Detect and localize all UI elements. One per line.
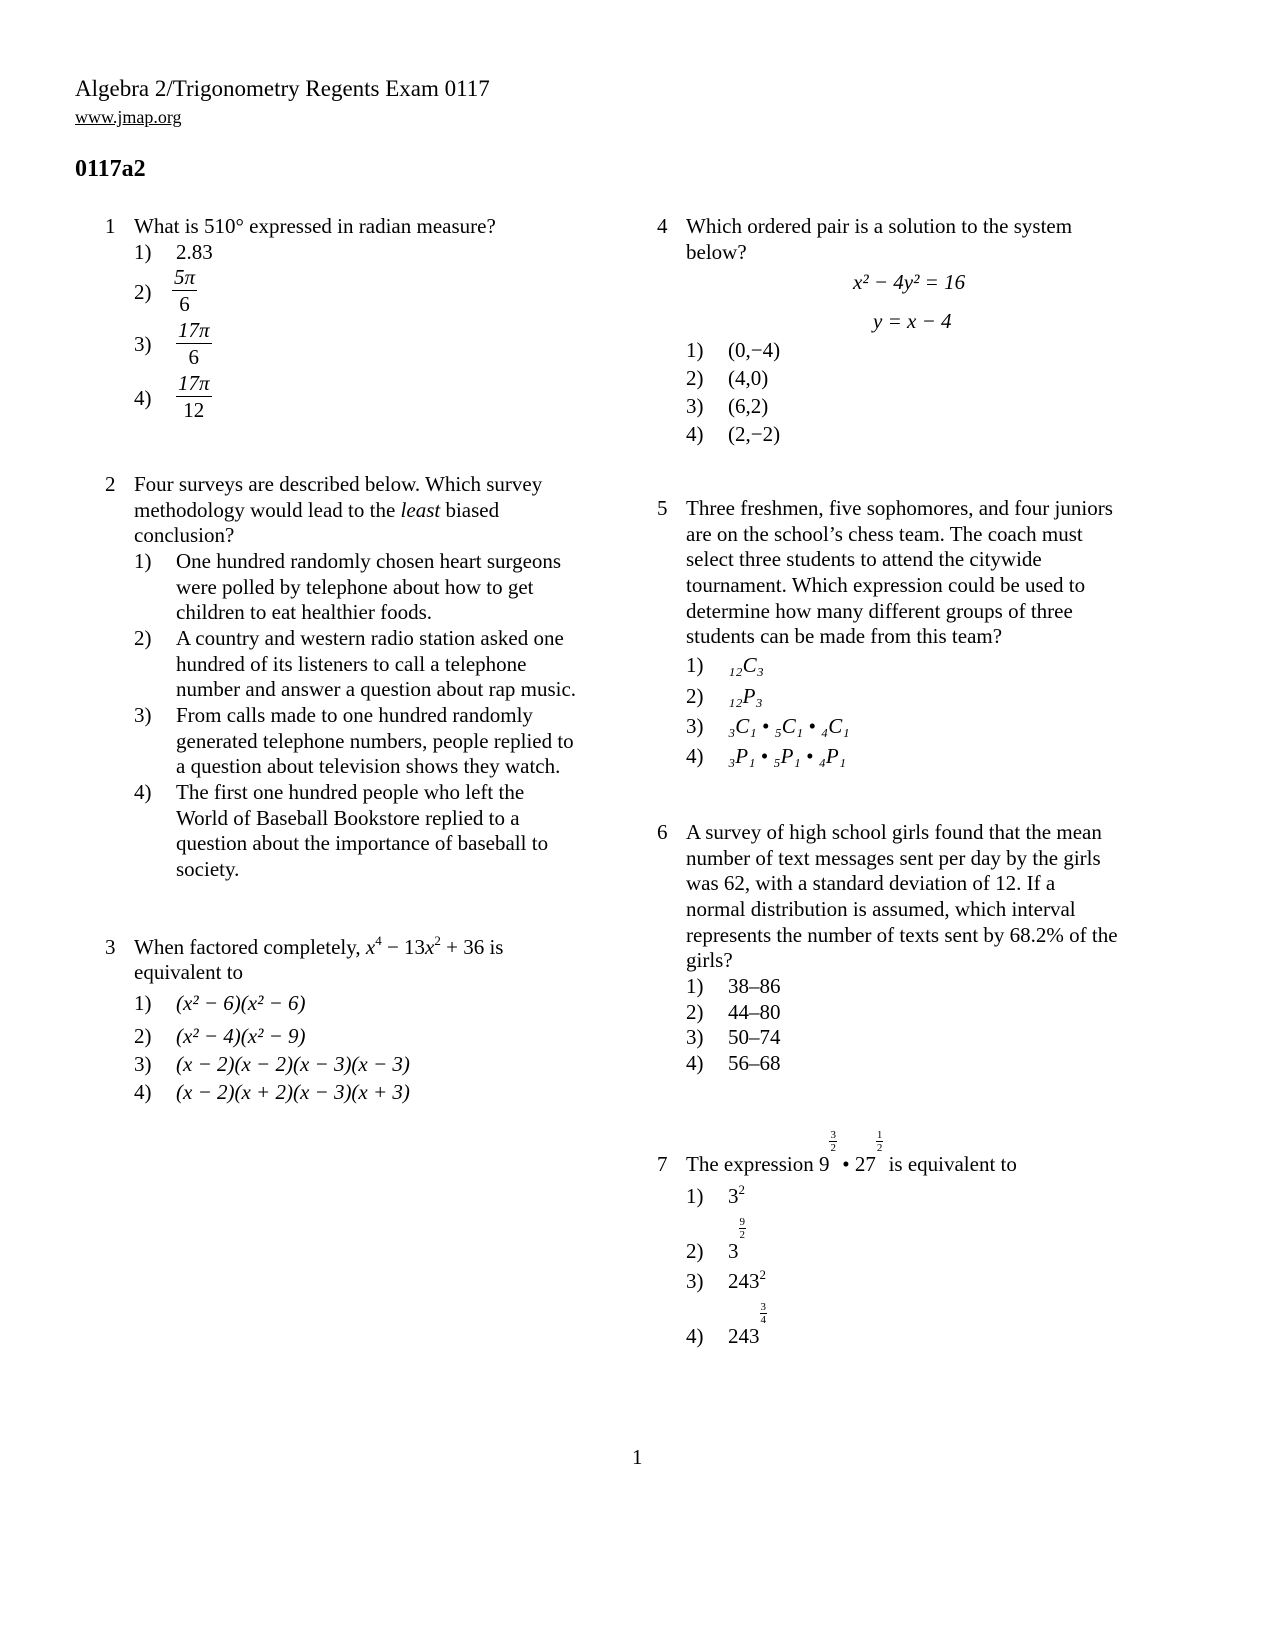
option-4: (x − 2)(x + 2)(x − 3)(x + 3) <box>176 1080 410 1104</box>
question-text-line: tournament. Which expression could be used to <box>686 573 1086 597</box>
option-1: $3^2$ <box>728 1182 745 1208</box>
question-number: 4 <box>657 214 668 238</box>
option-4-fraction <box>176 370 212 423</box>
question-number: 5 <box>657 496 668 520</box>
option-3: (x − 2)(x − 2)(x − 3)(x − 3) <box>176 1052 410 1076</box>
question-text-line <box>686 1129 1017 1177</box>
option-label: 1) <box>686 653 704 677</box>
question-text-line: was 62, with a standard deviation of 12. If a <box>686 871 1056 895</box>
option-label: 4) <box>686 1051 704 1075</box>
option-label: 4) <box>686 744 704 768</box>
text-part: is equivalent to <box>883 1152 1017 1176</box>
option-2-line: number and answer a question about rap music. <box>176 677 577 701</box>
exam-code: 0117a2 <box>75 156 146 182</box>
text-part: biased <box>440 498 500 522</box>
option-label: 2) <box>134 626 152 650</box>
option-label: 3) <box>134 703 152 727</box>
option-2: ₁₂P₃ <box>728 684 763 708</box>
option-label: 3) <box>686 1025 704 1049</box>
text-part: The expression <box>686 1152 819 1176</box>
option-2: (4,0) <box>728 366 769 390</box>
option-label: 4) <box>686 422 704 446</box>
option-label: 1) <box>686 974 704 998</box>
question-text-line <box>134 497 499 523</box>
question-text: What is 510° expressed in radian measure? <box>134 214 496 238</box>
option-3: ₃C₁ • ₅C₁ • ₄C₁ <box>728 714 850 738</box>
option-label: 3) <box>686 394 704 418</box>
fraction-numerator: 17π <box>178 371 210 395</box>
question-number: 6 <box>657 820 668 844</box>
page-number: 1 <box>632 1445 643 1469</box>
fraction-numerator: 17π <box>178 318 210 342</box>
text-part: methodology would lead to the <box>134 498 401 522</box>
question-number: 2 <box>105 472 116 496</box>
site-link[interactable]: www.jmap.org <box>75 107 182 127</box>
document-title: Algebra 2/Trigonometry Regents Exam 0117 <box>75 76 490 101</box>
question-text-line: Four surveys are described below. Which survey <box>134 472 543 496</box>
question-text-line: conclusion? <box>134 523 235 547</box>
option-3: 50–74 <box>728 1025 781 1049</box>
option-4: 243 $\frac{3}{4}$ <box>728 1301 766 1348</box>
question-text-line: are on the school’s chess team. The coach must <box>686 522 1083 546</box>
question-text-line: represents the number of texts sent by 68.2% of the <box>686 923 1118 947</box>
question-number: 1 <box>105 214 116 238</box>
fraction-denominator: 6 <box>179 292 190 316</box>
question-text-line: normal distribution is assumed, which interval <box>686 897 1076 921</box>
equation-1: x² − 4y² = 16 <box>853 270 966 294</box>
text-part: is <box>484 935 504 959</box>
question-text-line: equivalent to <box>134 960 244 984</box>
option-label: 3) <box>134 1052 152 1076</box>
fraction-numerator: 5π <box>174 265 196 289</box>
option-1-line: One hundred randomly chosen heart surgeons <box>176 549 562 573</box>
fraction-denominator: 12 <box>183 398 205 422</box>
option-1-line: were polled by telephone about how to get <box>176 575 534 599</box>
exponent-expression: 9 $\frac{3}{2}$ • 27 $\frac{1}{2}$ <box>818 1129 883 1176</box>
option-label: 1) <box>134 549 152 573</box>
emphasis-least: least <box>400 498 441 522</box>
option-label: 4) <box>134 780 152 804</box>
question-text-line: Which ordered pair is a solution to the system <box>686 214 1073 238</box>
question-text-line: girls? <box>686 948 733 972</box>
option-label: 1) <box>686 338 704 362</box>
question-text-line: determine how many different groups of three <box>686 599 1073 623</box>
option-4-line: society. <box>176 857 240 881</box>
option-label: 3) <box>686 1269 704 1293</box>
option-2: 44–80 <box>728 1000 781 1024</box>
option-label: 2) <box>686 1239 704 1263</box>
option-3: (6,2) <box>728 394 769 418</box>
text-part: When factored completely, <box>134 935 366 959</box>
option-3-fraction <box>176 317 212 370</box>
option-4-line: World of Baseball Bookstore replied to a <box>176 806 520 830</box>
question-text-line: select three students to attend the citywide <box>686 547 1042 571</box>
option-label: 2) <box>686 1000 704 1024</box>
option-1: 38–86 <box>728 974 781 998</box>
option-label: 1) <box>134 991 152 1015</box>
question-number: 3 <box>105 935 116 959</box>
option-3-line: a question about television shows they watch. <box>176 754 561 778</box>
option-2: (x² − 4)(x² − 9) <box>176 1024 306 1048</box>
option-3-line: generated telephone numbers, people replied to <box>176 729 574 753</box>
option-1-line: children to eat healthier foods. <box>176 600 432 624</box>
option-4-line: question about the importance of baseball to <box>176 831 549 855</box>
option-2-fraction <box>172 264 197 317</box>
option-2-line: A country and western radio station asked one <box>176 626 564 650</box>
option-label: 4) <box>134 386 152 410</box>
question-text-line: number of text messages sent per day by the girls <box>686 846 1101 870</box>
option-label: 4) <box>134 1080 152 1104</box>
option-label: 2) <box>686 684 704 708</box>
option-label: 1) <box>686 1184 704 1208</box>
question-text-line: below? <box>686 240 747 264</box>
option-1: ₁₂C₃ <box>728 653 764 677</box>
option-2-line: hundred of its listeners to call a telephone <box>176 652 527 676</box>
option-1: 2.83 <box>176 240 213 264</box>
option-label: 3) <box>686 714 704 738</box>
fraction-denominator: 6 <box>188 345 200 369</box>
question-text-line: students can be made from this team? <box>686 624 1003 648</box>
option-label: 4) <box>686 1324 704 1348</box>
question-text-line: A survey of high school girls found that the mean <box>686 820 1102 844</box>
option-label: 2) <box>686 366 704 390</box>
option-label: 1) <box>134 240 152 264</box>
option-1: (x² − 6)(x² − 6) <box>176 991 306 1015</box>
option-label: 2) <box>134 280 152 304</box>
option-2: 3 $\frac{9}{2}$ <box>728 1216 745 1263</box>
option-3-line: From calls made to one hundred randomly <box>176 703 533 727</box>
question-number: 7 <box>657 1152 668 1176</box>
option-4: ₃P₁ • ₅P₁ • ₄P₁ <box>728 744 846 768</box>
option-4-line: The first one hundred people who left the <box>176 780 525 804</box>
equation-2: y = x − 4 <box>873 309 952 333</box>
question-text-line: Three freshmen, five sophomores, and four juniors <box>686 496 1113 520</box>
option-4: (2,−2) <box>728 422 781 446</box>
option-1: (0,−4) <box>728 338 781 362</box>
polynomial-expression: $x^4 - 13x^2 + 36$ <box>365 933 485 959</box>
option-3: $243^2$ <box>728 1267 766 1293</box>
option-label: 2) <box>134 1024 152 1048</box>
option-4: 56–68 <box>728 1051 781 1075</box>
option-label: 3) <box>134 332 152 356</box>
